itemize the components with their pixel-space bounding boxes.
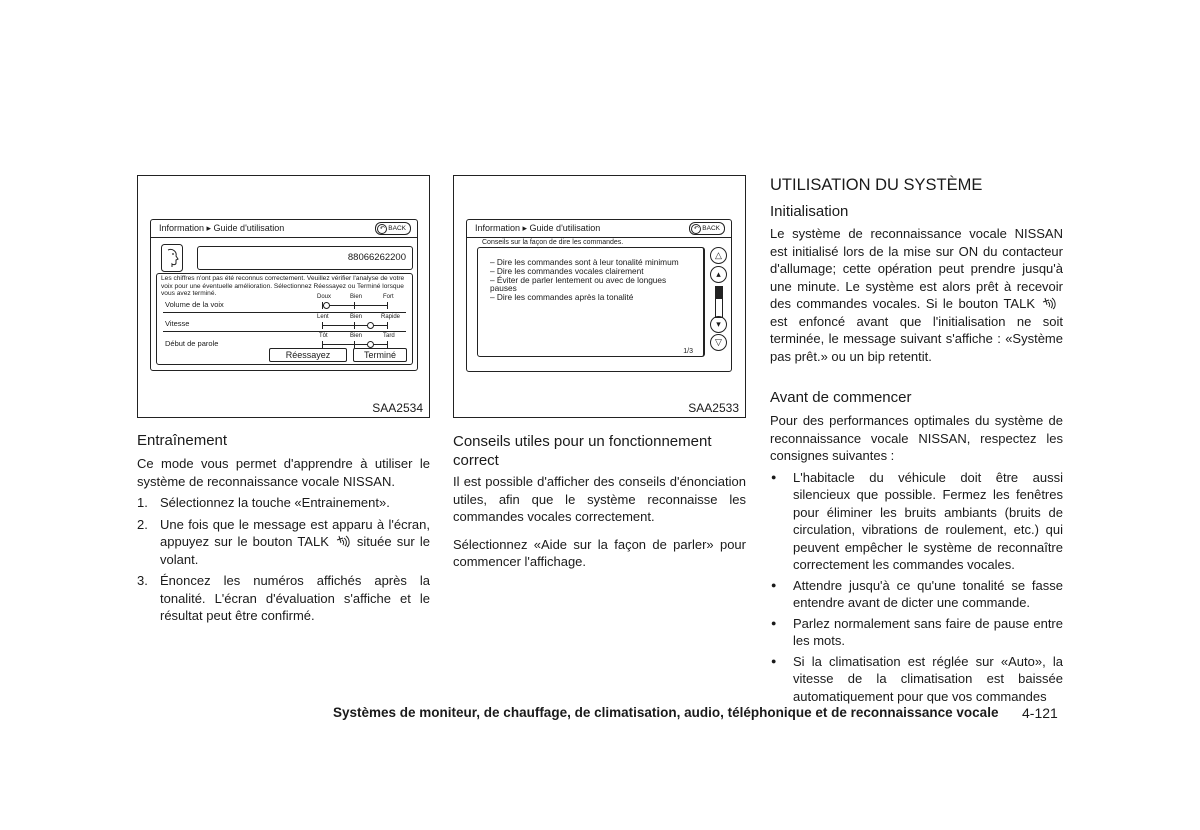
scroll-top-button[interactable] (710, 247, 727, 264)
screen-title: Information ▸ Guide d'utilisation (475, 223, 601, 233)
done-button[interactable]: Terminé (353, 348, 407, 362)
up-arrow-icon: ▴ (716, 269, 721, 279)
speaking-head-icon (161, 244, 183, 272)
training-body (137, 455, 430, 629)
back-button[interactable] (689, 222, 725, 235)
tips-paragraph: Il est possible d'afficher des conseils d'énonciation utiles, afin que le système reconnaisse les commandes vocales correctement. (453, 474, 746, 524)
row-divider (163, 312, 406, 313)
volume-tick-soft: Doux (317, 294, 332, 300)
scroll-up-button[interactable] (710, 266, 727, 283)
back-arrow-icon: ↶ (377, 224, 387, 234)
step-text: située sur le volant. (160, 534, 430, 567)
back-label: BACK (702, 225, 720, 232)
tip-line: pauses (490, 283, 517, 294)
start-level-marker (367, 341, 374, 348)
speed-scale-tick (322, 322, 323, 329)
screen-header (467, 220, 731, 238)
back-arrow-icon: ↶ (691, 224, 701, 234)
speech-start-label: Début de parole (165, 339, 219, 348)
volume-tick-good: Bien (350, 294, 363, 300)
start-tick-good: Bien (350, 333, 363, 339)
screen-title: Information ▸ Guide d'utilisation (159, 223, 285, 233)
init-body (770, 225, 1063, 369)
training-steps (137, 494, 430, 625)
list-item: ● Si la climatisation est réglée sur «Auto», la vitesse de la climatisation est baissée automatiquement pour que vos commandes (770, 653, 1063, 706)
step-number: 1. (137, 495, 148, 510)
tip-line: – Dire les commandes sont à leur tonalité minimum (490, 257, 679, 267)
init-text: Le système de reconnaissance vocale NISSAN est initialisé lors de la mise sur ON du contacteur d'allumage; cette opération peut prendre jusqu'à une minute. Le système est alors prêt à recevoir des commandes vocales. Si le bouton TALK (770, 226, 1063, 311)
tips-body (453, 473, 746, 575)
init-text: est enfoncé avant que l'initialisation ne soit terminée, le message suivant s'affiche : «Système pas prêt.» ou un bip retentit. (770, 313, 1063, 364)
start-scale-tick (322, 341, 323, 348)
speed-tick-slow: Lent (317, 314, 329, 320)
list-item (137, 494, 430, 512)
page-number: 4-121 (1022, 705, 1058, 721)
display-screen (150, 219, 418, 371)
figure-code: SAA2534 (372, 401, 423, 415)
tips-subtitle: Conseils sur la façon de dire les commandes. (482, 239, 624, 246)
number-display (197, 246, 413, 270)
start-tick-late: Tard (383, 333, 395, 339)
list-item: ● Attendre jusqu'à ce qu'une tonalité se fasse entendre avant de dicter une commande. (770, 577, 1063, 612)
scroll-down-button[interactable] (710, 316, 727, 333)
figure-training-screen (137, 175, 430, 418)
tip-line: – Dire les commandes après la tonalité (490, 292, 634, 303)
speed-label: Vitesse (165, 319, 190, 328)
speed-level-marker (367, 322, 374, 329)
before-body (770, 412, 1063, 708)
double-up-icon: △ (715, 250, 722, 260)
step-text: Énoncez les numéros affichés après la tonalité. L'écran d'évaluation s'affiche et le résultat peut être confirmé. (160, 573, 430, 623)
scrollbar[interactable] (715, 286, 723, 318)
speed-tick-fast: Rapide (381, 314, 401, 320)
step-text: Sélectionnez la touche «Entrainement». (160, 495, 390, 510)
list-item: ● L'habitacle du véhicule doit être aussi silencieux que possible. Fermez les fenêtres pour éliminer les bruits ambiants (bruits de circulation, vibrations de roulement, etc.) qui peuvent empêcher le système de reconnaître correctement les commandes vocales. (770, 469, 1063, 574)
speed-tick-good: Bien (350, 314, 363, 320)
screen-header (151, 220, 417, 238)
volume-level-marker (323, 302, 330, 309)
tips-list (490, 258, 679, 302)
scroll-bottom-button[interactable] (710, 334, 727, 351)
start-scale-tick (387, 341, 388, 348)
display-screen (466, 219, 732, 372)
figure-code: SAA2533 (688, 401, 739, 415)
training-intro: Ce mode vous permet d'apprendre à utiliser le système de reconnaissance vocale NISSAN. (137, 456, 430, 489)
evaluation-panel (156, 273, 413, 365)
training-heading: Entraînement (137, 432, 228, 449)
volume-scale-tick (354, 302, 355, 309)
speed-scale-tick (387, 322, 388, 329)
tip-line: – Éviter de parler lentement ou avec de longues (490, 274, 667, 285)
before-heading: Avant de commencer (770, 389, 912, 406)
footer-chapter-title: Systèmes de moniteur, de chauffage, de climatisation, audio, téléphonique et de reconnaissance vocale (333, 705, 999, 720)
talk-switch-icon (335, 534, 351, 548)
double-down-icon: ▽ (715, 337, 722, 347)
guidelines-list (770, 469, 1063, 706)
step-number: 3. (137, 573, 148, 588)
start-scale-tick (354, 341, 355, 348)
list-item (137, 516, 430, 569)
voice-volume-label: Volume de la voix (165, 300, 224, 309)
step-text: Une fois que le message est apparu à l'écran, appuyez sur le bouton TALK (160, 516, 430, 549)
talk-switch-icon (1041, 296, 1057, 310)
list-item: ● Parlez normalement sans faire de pause entre les mots. (770, 615, 1063, 650)
back-label: BACK (388, 225, 406, 232)
speed-scale-tick (354, 322, 355, 329)
back-button[interactable] (375, 222, 411, 235)
init-paragraph (770, 225, 1063, 365)
start-tick-early: Tôt (319, 333, 328, 339)
down-arrow-icon: ▾ (716, 319, 721, 329)
scrollbar-thumb[interactable] (716, 287, 722, 299)
volume-tick-loud: Fort (383, 294, 394, 300)
before-intro: Pour des performances optimales du système de reconnaissance vocale NISSAN, respectez les consignes suivantes : (770, 413, 1063, 463)
volume-scale-tick (387, 302, 388, 309)
list-item (137, 572, 430, 625)
step-number: 2. (137, 516, 148, 532)
tip-line: – Dire les commandes vocales clairement (490, 265, 644, 276)
tips-panel (477, 247, 705, 357)
tips-paragraph: Sélectionnez «Aide sur la façon de parler» pour commencer l'affichage. (453, 536, 746, 569)
retry-button[interactable]: Réessayez (269, 348, 347, 362)
section-title: UTILISATION DU SYSTÈME (770, 176, 983, 194)
recognized-number: 88066262200 (347, 252, 406, 263)
row-divider (163, 331, 406, 332)
init-heading: Initialisation (770, 203, 849, 220)
evaluation-message: Les chiffres n'ont pas été reconnus correctement. Veuillez vérifier l'analyse de votre voix pour une éventuelle amélioration. Sélectionnez Réessayez ou Terminé lorsque vous avez terminé. (161, 275, 405, 297)
figure-tips-screen (453, 175, 746, 418)
page-indicator: 1/3 (683, 348, 693, 355)
tips-heading: Conseils utiles pour un fonctionnement correct (453, 433, 712, 469)
